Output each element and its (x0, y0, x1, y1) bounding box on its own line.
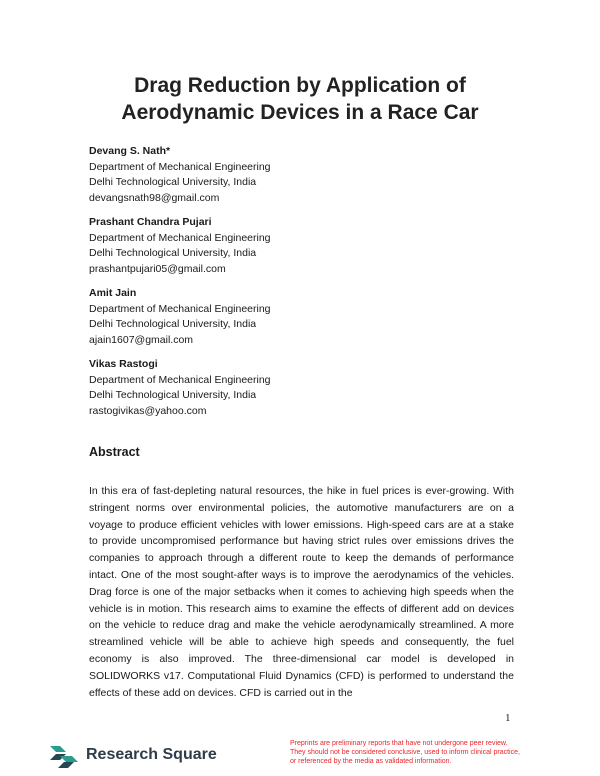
author-university: Delhi Technological University, India (89, 247, 257, 259)
author-department: Department of Mechanical Engineering (89, 160, 271, 173)
title-line-1: Drag Reduction by Application of (134, 74, 466, 97)
preprint-disclaimer (290, 739, 550, 766)
author-university: Delhi Technological University, India (89, 318, 257, 330)
author-email: rastogivikas@yahoo.com (89, 404, 207, 417)
abstract-body: In this era of fast-depleting natural resources, the hike in fuel prices is ever-growing. With stringent norms over environmental policies, the automotive manufacturers are on a voyage to produce efficient vehicles with lower emissions. High-speed cars are at a stake to provide uncompromised performance but having strict rules over emissions drives the companies to approach through a different route to keep the demands of performance intact. One of the most sought-after ways is to improve the aerodynamics of the vehicles. Drag force is one of the major setbacks when it comes to achieving high speeds when the vehicle is in motion. This research aims to examine the effects of different add on devices on the vehicle to reduce drag and make the vehicle aerodynamically streamlined. A more streamlined vehicle will be able to achieve high speeds and consequently, the fuel economy is also improved. The three-dimensional car model is developed in SOLIDWORKS v17. Computational Fluid Dynamics (CFD) is performed to understand the effects of these add on devices. CFD is carried out in the (89, 485, 514, 699)
disclaimer-line-2: They should not be considered conclusive, used to inform clinical practice, (290, 749, 520, 756)
author-department: Department of Mechanical Engineering (89, 373, 271, 386)
page-number: 1 (505, 712, 511, 724)
author-name: Vikas Rastogi (89, 358, 158, 370)
brand-name: Research Square (86, 746, 217, 763)
author-email: ajain1607@gmail.com (89, 333, 194, 346)
author-block (89, 144, 271, 206)
author-block (89, 286, 271, 348)
author-department: Department of Mechanical Engineering (89, 302, 271, 315)
footer (0, 733, 600, 776)
disclaimer-line-1: Preprints are preliminary reports that have not undergone peer review. (290, 740, 508, 747)
author-name: Prashant Chandra Pujari (89, 216, 212, 228)
author-block (89, 215, 271, 277)
author-email: devangsnath98@gmail.com (89, 191, 220, 204)
author-university: Delhi Technological University, India (89, 176, 257, 188)
author-block (89, 357, 271, 419)
author-department: Department of Mechanical Engineering (89, 231, 271, 244)
abstract-heading: Abstract (89, 445, 140, 459)
author-email: prashantpujari05@gmail.com (89, 262, 226, 275)
research-square-logo-icon (50, 744, 78, 768)
title-line-2: Aerodynamic Devices in a Race Car (121, 101, 479, 124)
disclaimer-line-3: or referenced by the media as validated information. (290, 758, 452, 765)
paper-title (60, 72, 540, 126)
author-name: Devang S. Nath* (89, 145, 171, 157)
author-university: Delhi Technological University, India (89, 389, 257, 401)
author-name: Amit Jain (89, 287, 137, 299)
